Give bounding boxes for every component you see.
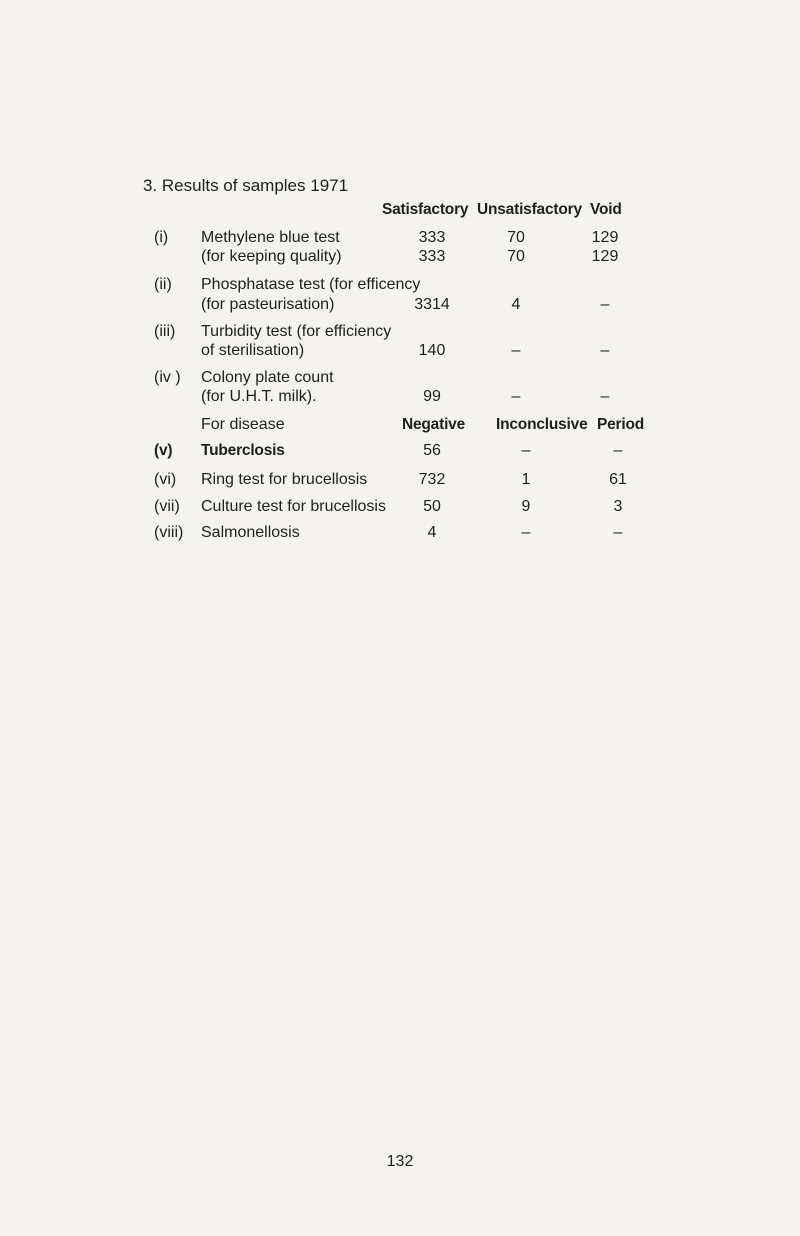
row-label: Culture test for brucellosis [201,498,386,515]
row-label: Salmonellosis [201,524,300,541]
value-void: 129 [591,248,619,265]
value-satisfactory: 3314 [414,296,450,313]
row-label-continued: of sterilisation) [201,342,305,359]
value-unsatisfactory: – [511,388,521,405]
value-unsatisfactory: – [511,342,521,359]
header-period: Period [597,416,645,433]
value-inconclusive: 1 [521,471,531,488]
section-title: 3. Results of samples 1971 [143,176,349,195]
value-negative: 50 [423,498,441,515]
value-unsatisfactory: 70 [507,229,525,246]
row-label: Phosphatase test (for efficency [201,276,421,293]
row-number: (viii) [154,524,184,541]
value-unsatisfactory: 4 [511,296,521,313]
page-number: 132 [386,1153,414,1170]
row-label-continued: (for pasteurisation) [201,296,335,313]
value-period: 61 [609,471,627,488]
value-void: – [600,388,610,405]
value-negative: 56 [423,442,441,459]
value-satisfactory: 333 [418,248,446,265]
row-number: (iv ) [154,369,181,386]
header-satisfactory: Satisfactory [382,201,469,218]
header-unsatisfactory: Unsatisfactory [477,201,582,218]
header-void: Void [590,201,622,218]
value-unsatisfactory: 70 [507,248,525,265]
row-number: (v) [154,442,173,459]
value-satisfactory: 140 [418,342,446,359]
value-negative: 4 [427,524,437,541]
row-label-continued: (for U.H.T. milk). [201,388,317,405]
row-number: (vii) [154,498,180,515]
header-for-disease: For disease [201,416,285,433]
value-void: 129 [591,229,619,246]
row-number: (i) [154,229,169,246]
value-inconclusive: – [521,442,531,459]
row-number: (vi) [154,471,177,488]
row-label: Tuberclosis [201,442,285,459]
row-label: Methylene blue test [201,229,340,246]
row-label: Turbidity test (for efficiency [201,323,392,340]
value-inconclusive: – [521,524,531,541]
value-satisfactory: 333 [418,229,446,246]
row-label-continued: (for keeping quality) [201,248,342,265]
value-period: – [613,442,623,459]
value-void: – [600,342,610,359]
row-label: Colony plate count [201,369,334,386]
value-void: – [600,296,610,313]
row-number: (ii) [154,276,172,293]
value-period: 3 [613,498,623,515]
row-number: (iii) [154,323,176,340]
value-inconclusive: 9 [521,498,531,515]
value-satisfactory: 99 [423,388,441,405]
row-label: Ring test for brucellosis [201,471,368,488]
header-negative: Negative [402,416,466,433]
value-period: – [613,524,623,541]
header-inconclusive: Inconclusive [496,416,588,433]
value-negative: 732 [418,471,446,488]
